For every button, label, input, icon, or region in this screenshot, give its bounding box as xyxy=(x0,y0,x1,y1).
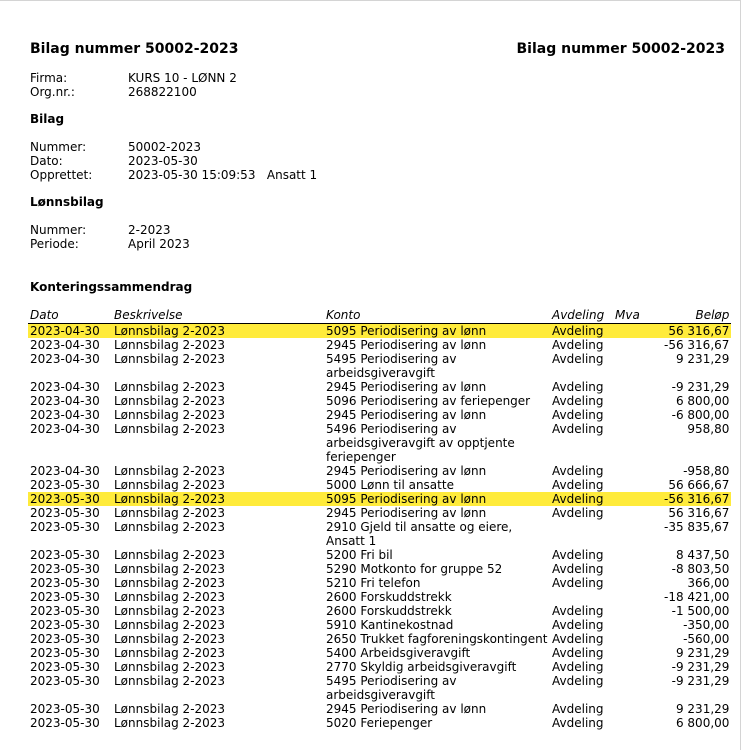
cell-amount: 9 231,29 xyxy=(675,702,730,716)
cell-amount: -350,00 xyxy=(683,618,730,632)
table-row xyxy=(28,520,731,548)
table-row xyxy=(28,548,731,562)
cell-amount: -560,00 xyxy=(683,632,730,646)
cell-description: Lønnsbilag 2-2023 xyxy=(114,338,226,352)
cell-account: 5095 Periodisering av lønn xyxy=(324,492,550,506)
cell-date: 2023-04-30 xyxy=(30,408,100,422)
cell-amount: -6 800,00 xyxy=(671,408,730,422)
cell-department: Avdeling xyxy=(552,660,604,674)
cell-description: Lønnsbilag 2-2023 xyxy=(114,520,226,534)
cell-description: Lønnsbilag 2-2023 xyxy=(112,324,324,339)
cell-account: 5495 Periodisering av arbeidsgiveravgift xyxy=(326,674,457,702)
cell-description: Lønnsbilag 2-2023 xyxy=(114,604,226,618)
opprettet-label: Opprettet: xyxy=(30,168,93,182)
cell-date: 2023-05-30 xyxy=(30,520,100,534)
cell-account: 2945 Periodisering av lønn xyxy=(326,506,487,520)
cell-description: Lønnsbilag 2-2023 xyxy=(114,548,226,562)
table-row xyxy=(28,478,731,492)
cell-description: Lønnsbilag 2-2023 xyxy=(114,478,226,492)
cell-date: 2023-05-30 xyxy=(30,478,100,492)
cell-department: Avdeling xyxy=(552,562,604,576)
table-row xyxy=(28,660,731,674)
cell-description: Lønnsbilag 2-2023 xyxy=(114,590,226,604)
company-info xyxy=(30,71,237,99)
cell-mva xyxy=(613,422,662,464)
cell-account: 2650 Trukket fagforeningskontingent xyxy=(326,632,548,646)
voucher-title-right: Bilag nummer 50002-2023 xyxy=(516,41,725,57)
cell-account: 5496 Periodisering av arbeidsgiveravgift av opptjente feriepenger xyxy=(326,422,515,464)
cell-account: 5910 Kantinekostnad xyxy=(326,618,454,632)
cell-account: 2945 Periodisering av lønn xyxy=(326,338,487,352)
cell-date: 2023-05-30 xyxy=(30,702,100,716)
cell-date: 2023-04-30 xyxy=(28,324,112,339)
cell-amount: 366,00 xyxy=(687,576,730,590)
bilag-info xyxy=(30,140,317,182)
table-row xyxy=(28,562,731,576)
cell-mva xyxy=(613,548,662,562)
cell-amount: -9 231,29 xyxy=(671,660,730,674)
cell-mva xyxy=(613,702,662,716)
cell-account: 2945 Periodisering av lønn xyxy=(326,464,487,478)
cell-description: Lønnsbilag 2-2023 xyxy=(112,492,324,506)
col-header-dato: Dato xyxy=(28,308,112,324)
cell-mva xyxy=(613,324,662,339)
cell-mva xyxy=(613,478,662,492)
cell-department: Avdeling xyxy=(552,464,604,478)
cell-account: 5200 Fri bil xyxy=(326,548,393,562)
cell-description: Lønnsbilag 2-2023 xyxy=(114,660,226,674)
table-row xyxy=(28,422,731,464)
summary-heading: Konteringssammendrag xyxy=(30,280,193,294)
col-header-belop: Beløp xyxy=(662,308,731,324)
table-row xyxy=(28,352,731,380)
table-row xyxy=(28,394,731,408)
cell-amount: 56 316,67 xyxy=(662,324,731,339)
cell-mva xyxy=(613,632,662,646)
cell-date: 2023-04-30 xyxy=(30,338,100,352)
cell-account: 2945 Periodisering av lønn xyxy=(326,702,487,716)
lonnsbilag-nummer-value: 2-2023 xyxy=(128,223,171,237)
cell-date: 2023-05-30 xyxy=(30,548,100,562)
cell-date: 2023-05-30 xyxy=(30,632,100,646)
cell-date: 2023-05-30 xyxy=(30,646,100,660)
cell-date: 2023-05-30 xyxy=(30,660,100,674)
table-row xyxy=(28,632,731,646)
cell-amount: 56 316,67 xyxy=(668,506,730,520)
cell-mva xyxy=(613,590,662,604)
cell-department: Avdeling xyxy=(552,674,604,688)
col-header-mva: Mva xyxy=(613,308,662,324)
col-header-avdeling: Avdeling xyxy=(550,308,613,324)
cell-mva xyxy=(613,380,662,394)
table-row xyxy=(28,338,731,352)
cell-department: Avdeling xyxy=(550,492,613,506)
cell-date: 2023-05-30 xyxy=(30,590,100,604)
cell-mva xyxy=(613,520,662,548)
cell-date: 2023-04-30 xyxy=(30,380,100,394)
cell-amount: 6 800,00 xyxy=(675,394,730,408)
cell-amount: 8 437,50 xyxy=(675,548,730,562)
posting-summary-table xyxy=(28,308,731,730)
cell-date: 2023-05-30 xyxy=(30,604,100,618)
cell-department: Avdeling xyxy=(552,646,604,660)
periode-label: Periode: xyxy=(30,237,79,251)
cell-description: Lønnsbilag 2-2023 xyxy=(114,702,226,716)
org-label: Org.nr.: xyxy=(30,85,75,99)
cell-department: Avdeling xyxy=(552,716,604,730)
table-row xyxy=(28,674,731,702)
cell-description: Lønnsbilag 2-2023 xyxy=(114,464,226,478)
cell-date: 2023-05-30 xyxy=(28,492,112,506)
cell-amount: -56 316,67 xyxy=(664,338,730,352)
cell-department: Avdeling xyxy=(552,352,604,366)
cell-department: Avdeling xyxy=(552,576,604,590)
cell-date: 2023-05-30 xyxy=(30,674,100,688)
periode-value: April 2023 xyxy=(128,237,190,251)
table-row xyxy=(28,716,731,730)
lonnsbilag-nummer-label: Nummer: xyxy=(30,223,87,237)
cell-mva xyxy=(613,408,662,422)
table-row xyxy=(28,618,731,632)
cell-department: Avdeling xyxy=(552,380,604,394)
cell-description: Lønnsbilag 2-2023 xyxy=(114,506,226,520)
cell-description: Lønnsbilag 2-2023 xyxy=(114,352,226,366)
table-row xyxy=(28,492,731,506)
cell-mva xyxy=(613,338,662,352)
cell-account: 2945 Periodisering av lønn xyxy=(326,408,487,422)
table-row xyxy=(28,590,731,604)
cell-mva xyxy=(613,576,662,590)
firma-label: Firma: xyxy=(30,71,68,85)
cell-department: Avdeling xyxy=(552,478,604,492)
table-row xyxy=(28,604,731,618)
cell-account: 2945 Periodisering av lønn xyxy=(326,380,487,394)
cell-description: Lønnsbilag 2-2023 xyxy=(114,674,226,688)
bilag-heading: Bilag xyxy=(30,112,65,126)
cell-date: 2023-05-30 xyxy=(30,576,100,590)
cell-department: Avdeling xyxy=(550,324,613,339)
cell-department: Avdeling xyxy=(552,604,604,618)
cell-description: Lønnsbilag 2-2023 xyxy=(114,646,226,660)
bilag-dato-label: Dato: xyxy=(30,154,63,168)
cell-account: 5210 Fri telefon xyxy=(326,576,421,590)
cell-mva xyxy=(613,716,662,730)
cell-mva xyxy=(613,646,662,660)
cell-date: 2023-05-30 xyxy=(30,618,100,632)
cell-mva xyxy=(613,660,662,674)
cell-amount: -958,80 xyxy=(683,464,730,478)
cell-amount: -18 421,00 xyxy=(664,590,730,604)
cell-department: Avdeling xyxy=(552,408,604,422)
voucher-title-left: Bilag nummer 50002-2023 xyxy=(30,41,239,57)
cell-department: Avdeling xyxy=(552,422,604,436)
lonnsbilag-info xyxy=(30,223,190,251)
cell-description: Lønnsbilag 2-2023 xyxy=(114,716,226,730)
cell-mva xyxy=(613,492,662,506)
table-row xyxy=(28,702,731,716)
table-header-row xyxy=(28,308,731,324)
org-value: 268822100 xyxy=(128,85,197,99)
cell-department xyxy=(550,520,613,548)
cell-amount: 6 800,00 xyxy=(675,716,730,730)
cell-description: Lønnsbilag 2-2023 xyxy=(114,632,226,646)
cell-date: 2023-04-30 xyxy=(30,394,100,408)
cell-description: Lønnsbilag 2-2023 xyxy=(114,380,226,394)
cell-amount: 958,80 xyxy=(687,422,730,436)
cell-mva xyxy=(613,562,662,576)
cell-department: Avdeling xyxy=(552,506,604,520)
cell-date: 2023-05-30 xyxy=(30,562,100,576)
cell-amount: -9 231,29 xyxy=(671,380,730,394)
cell-amount: -9 231,29 xyxy=(671,674,730,688)
cell-mva xyxy=(613,604,662,618)
table-row xyxy=(28,646,731,660)
cell-account: 5000 Lønn til ansatte xyxy=(326,478,454,492)
table-row xyxy=(28,324,731,339)
cell-date: 2023-04-30 xyxy=(30,352,100,366)
bilag-nummer-value: 50002-2023 xyxy=(128,140,202,154)
cell-department: Avdeling xyxy=(552,338,604,352)
cell-date: 2023-04-30 xyxy=(30,464,100,478)
lonnsbilag-heading: Lønnsbilag xyxy=(30,195,104,209)
table-row xyxy=(28,464,731,478)
cell-account: 5400 Arbeidsgiveravgift xyxy=(326,646,471,660)
cell-account: 5495 Periodisering av arbeidsgiveravgift xyxy=(326,352,457,380)
cell-description: Lønnsbilag 2-2023 xyxy=(114,576,226,590)
cell-mva xyxy=(613,352,662,380)
cell-department: Avdeling xyxy=(552,618,604,632)
cell-mva xyxy=(613,674,662,702)
opprettet-value: 2023-05-30 15:09:53 Ansatt 1 xyxy=(128,168,318,182)
table-body xyxy=(28,324,731,731)
cell-date: 2023-04-30 xyxy=(30,422,100,436)
cell-account: 5020 Feriepenger xyxy=(326,716,433,730)
table-row xyxy=(28,408,731,422)
cell-description: Lønnsbilag 2-2023 xyxy=(114,408,226,422)
bilag-nummer-label: Nummer: xyxy=(30,140,87,154)
cell-account: 2770 Skyldig arbeidsgiveravgift xyxy=(326,660,517,674)
cell-amount: 56 666,67 xyxy=(668,478,730,492)
cell-amount: 9 231,29 xyxy=(675,646,730,660)
table-row xyxy=(28,506,731,520)
cell-account: 5096 Periodisering av feriepenger xyxy=(326,394,531,408)
cell-mva xyxy=(613,394,662,408)
cell-amount: -56 316,67 xyxy=(664,492,730,506)
cell-account: 2910 Gjeld til ansatte og eiere, Ansatt 1 xyxy=(326,520,513,548)
cell-department: Avdeling xyxy=(552,548,604,562)
cell-department xyxy=(550,590,613,604)
table-row xyxy=(28,380,731,394)
col-header-beskrivelse: Beskrivelse xyxy=(112,308,324,324)
cell-mva xyxy=(613,464,662,478)
cell-amount: -35 835,67 xyxy=(664,520,730,534)
cell-mva xyxy=(613,506,662,520)
cell-department: Avdeling xyxy=(552,632,604,646)
cell-amount: 9 231,29 xyxy=(675,352,730,366)
table-row xyxy=(28,576,731,590)
bilag-dato-value: 2023-05-30 xyxy=(128,154,198,168)
col-header-konto: Konto xyxy=(324,308,550,324)
cell-mva xyxy=(613,618,662,632)
firma-value: KURS 10 - LØNN 2 xyxy=(128,71,237,85)
cell-description: Lønnsbilag 2-2023 xyxy=(114,562,226,576)
cell-amount: -8 803,50 xyxy=(671,562,730,576)
cell-account: 2600 Forskuddstrekk xyxy=(326,590,452,604)
cell-account: 5290 Motkonto for gruppe 52 xyxy=(326,562,503,576)
cell-description: Lønnsbilag 2-2023 xyxy=(114,394,226,408)
cell-account: 2600 Forskuddstrekk xyxy=(326,604,452,618)
cell-description: Lønnsbilag 2-2023 xyxy=(114,618,226,632)
cell-department: Avdeling xyxy=(552,702,604,716)
cell-date: 2023-05-30 xyxy=(30,506,100,520)
cell-account: 5095 Periodisering av lønn xyxy=(324,324,550,339)
cell-department: Avdeling xyxy=(552,394,604,408)
cell-amount: -1 500,00 xyxy=(671,604,730,618)
cell-description: Lønnsbilag 2-2023 xyxy=(114,422,226,436)
cell-date: 2023-05-30 xyxy=(30,716,100,730)
